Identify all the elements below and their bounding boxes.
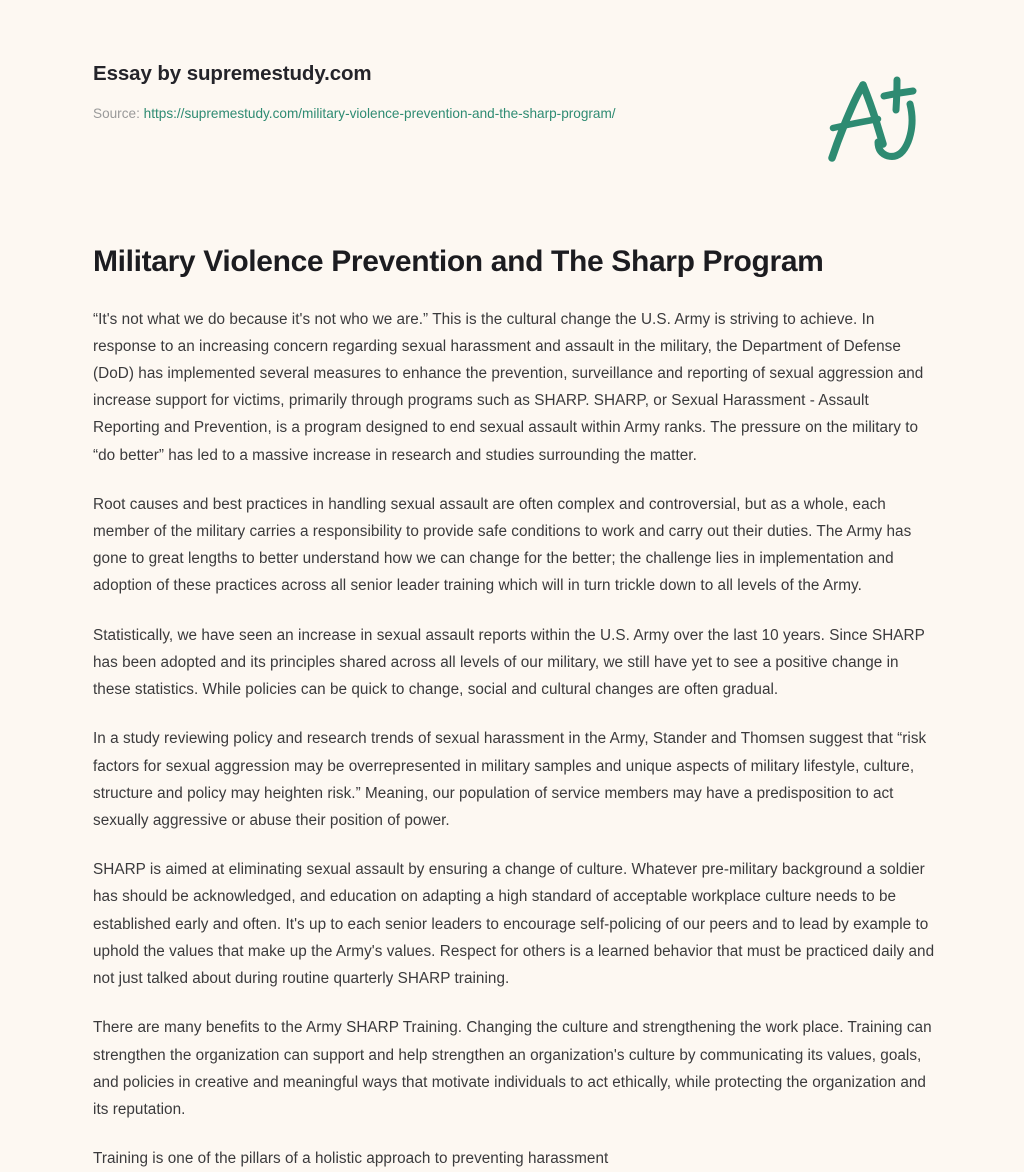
paragraph: Statistically, we have seen an increase in sexual assault reports within the U.S. Army over the last 10 years. Since SHARP has been adopted and its principles shared across all levels of our military, we still have yet to see a positive change in these statistics. While policies can be quick to change, social and cultural changes are often gradual.	[93, 622, 938, 704]
source-label: Source:	[93, 106, 140, 121]
page-title: Military Violence Prevention and The Sharp Program	[93, 243, 938, 281]
article-body	[93, 306, 938, 1172]
paragraph: There are many benefits to the Army SHARP Training. Changing the culture and strengthening the work place. Training can strengthen the organization can support and help strengthen an organization's culture by communicating its values, goals, and policies in creative and meaningful ways that motivate individuals to act ethically, while protecting the organization and its reputation.	[93, 1014, 938, 1123]
article	[93, 243, 938, 1172]
essay-byline: Essay by supremestudy.com	[93, 62, 793, 87]
a-plus-logo-icon	[818, 66, 934, 168]
paragraph: In a study reviewing policy and research trends of sexual harassment in the Army, Stander and Thomsen suggest that “risk factors for sexual aggression may be overrepresented in military samples and unique aspects of military lifestyle, culture, structure and policy may heighten risk.” Meaning, our population of service members may have a predisposition to act sexually aggressive or abuse their position of power.	[93, 725, 938, 834]
paragraph: Training is one of the pillars of a holistic approach to preventing harassment	[93, 1145, 938, 1172]
paragraph: SHARP is aimed at eliminating sexual assault by ensuring a change of culture. Whatever pre-military background a soldier has should be acknowledged, and education on adapting a high standard of acceptable workplace culture needs to be established early and often. It's up to each senior leaders to encourage self-policing of our peers and to lead by example to uphold the values that make up the Army's values. Respect for others is a learned behavior that must be practiced daily and not just talked about during routine quarterly SHARP training.	[93, 856, 938, 992]
header-text-block	[93, 62, 793, 122]
document-header	[0, 0, 1024, 200]
source-url-link[interactable]: https://supremestudy.com/military-violence-prevention-and-the-sharp-program/	[144, 106, 616, 121]
paragraph: Root causes and best practices in handling sexual assault are often complex and controversial, but as a whole, each member of the military carries a responsibility to provide safe conditions to work and carry out their duties. The Army has gone to great lengths to better understand how we can change for the better; the challenge lies in implementation and adoption of these practices across all senior leader training which will in turn trickle down to all levels of the Army.	[93, 491, 938, 600]
source-line	[93, 87, 793, 123]
paragraph: “It's not what we do because it's not who we are.” This is the cultural change the U.S. Army is striving to achieve. In response to an increasing concern regarding sexual harassment and assault in the military, the Department of Defense (DoD) has implemented several measures to enhance the prevention, surveillance and reporting of sexual aggression and increase support for victims, primarily through programs such as SHARP. SHARP, or Sexual Harassment - Assault Reporting and Prevention, is a program designed to end sexual assault within Army ranks. The pressure on the military to “do better” has led to a massive increase in research and studies surrounding the matter.	[93, 306, 938, 469]
a-plus-logo	[818, 66, 934, 168]
